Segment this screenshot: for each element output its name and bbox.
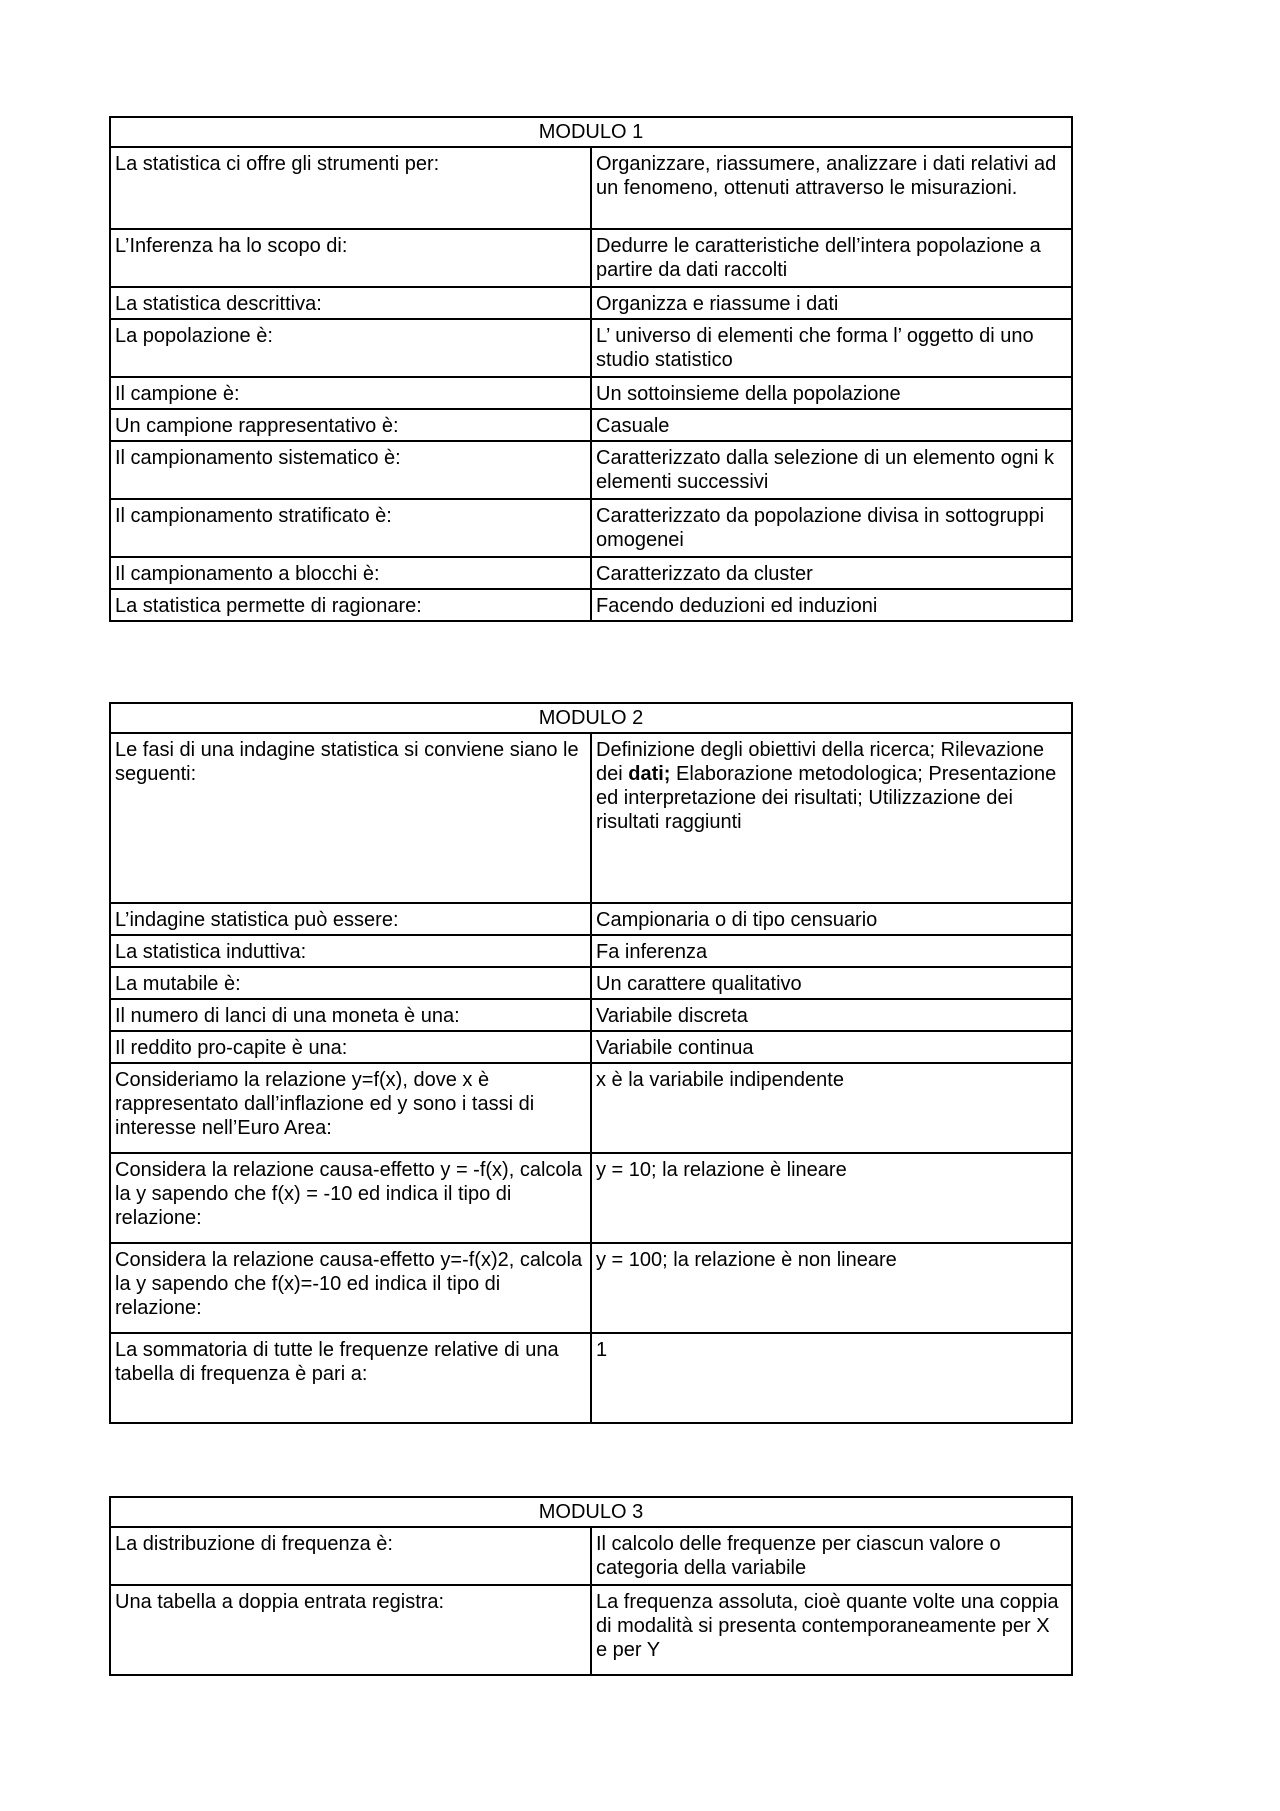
question-cell: Le fasi di una indagine statistica si conviene siano le seguenti: [110,733,591,903]
modulo-1-table [109,116,1073,622]
question-cell: L’indagine statistica può essere: [110,903,591,935]
answer-cell: Caratterizzato da popolazione divisa in sottogruppi omogenei [591,499,1072,557]
answer-cell: Variabile discreta [591,999,1072,1031]
table-row [110,1031,1072,1063]
table-row [110,319,1072,377]
answer-cell: La frequenza assoluta, cioè quante volte una coppia di modalità si presenta contemporaneamente per X e per Y [591,1585,1072,1675]
answer-cell: Un sottoinsieme della popolazione [591,377,1072,409]
answer-cell: y = 100; la relazione è non lineare [591,1243,1072,1333]
answer-bold-text: dati; [628,763,671,785]
answer-cell: Un carattere qualitativo [591,967,1072,999]
table-row [110,147,1072,229]
question-cell: L’Inferenza ha lo scopo di: [110,229,591,287]
answer-cell: Variabile continua [591,1031,1072,1063]
table-row [110,377,1072,409]
answer-cell: Caratterizzato da cluster [591,557,1072,589]
module-title: MODULO 1 [110,117,1072,147]
table-row [110,557,1072,589]
table-row [110,441,1072,499]
table-row [110,935,1072,967]
question-cell: La mutabile è: [110,967,591,999]
table-row [110,1153,1072,1243]
answer-cell [591,733,1072,903]
answer-cell: Fa inferenza [591,935,1072,967]
table-row [110,1243,1072,1333]
answer-cell: y = 10; la relazione è lineare [591,1153,1072,1243]
table-header-row [110,1497,1072,1527]
question-cell: Una tabella a doppia entrata registra: [110,1585,591,1675]
answer-cell: 1 [591,1333,1072,1423]
answer-cell: L’ universo di elementi che forma l’ oggetto di uno studio statistico [591,319,1072,377]
table-row [110,733,1072,903]
table-row [110,589,1072,621]
question-cell: Un campione rappresentativo è: [110,409,591,441]
table-row [110,1527,1072,1585]
question-cell: Considera la relazione causa-effetto y = -f(x), calcola la y sapendo che f(x) = -10 ed indica il tipo di relazione: [110,1153,591,1243]
table-row [110,1063,1072,1153]
question-cell: Il campione è: [110,377,591,409]
answer-cell: Organizzare, riassumere, analizzare i dati relativi ad un fenomeno, ottenuti attraverso le misurazioni. [591,147,1072,229]
module-title: MODULO 2 [110,703,1072,733]
table-row [110,499,1072,557]
table-row [110,229,1072,287]
question-cell: Il reddito pro-capite è una: [110,1031,591,1063]
question-cell: La statistica descrittiva: [110,287,591,319]
modulo-3-table [109,1496,1073,1676]
question-cell: Il numero di lanci di una moneta è una: [110,999,591,1031]
table-header-row [110,117,1072,147]
answer-cell: Dedurre le caratteristiche dell’intera popolazione a partire da dati raccolti [591,229,1072,287]
table-row [110,287,1072,319]
table-row [110,1585,1072,1675]
answer-cell: Facendo deduzioni ed induzioni [591,589,1072,621]
answer-cell: Campionaria o di tipo censuario [591,903,1072,935]
table-row [110,999,1072,1031]
question-cell: Consideriamo la relazione y=f(x), dove x è rappresentato dall’inflazione ed y sono i tassi di interesse nell’Euro Area: [110,1063,591,1153]
question-cell: La statistica permette di ragionare: [110,589,591,621]
table-row [110,967,1072,999]
answer-cell: Casuale [591,409,1072,441]
question-cell: La popolazione è: [110,319,591,377]
question-cell: La statistica induttiva: [110,935,591,967]
question-cell: Il campionamento sistematico è: [110,441,591,499]
question-cell: Considera la relazione causa-effetto y=-f(x)2, calcola la y sapendo che f(x)=-10 ed indica il tipo di relazione: [110,1243,591,1333]
table-header-row [110,703,1072,733]
question-cell: La sommatoria di tutte le frequenze relative di una tabella di frequenza è pari a: [110,1333,591,1423]
answer-cell: Il calcolo delle frequenze per ciascun valore o categoria della variabile [591,1527,1072,1585]
question-cell: La distribuzione di frequenza è: [110,1527,591,1585]
question-cell: Il campionamento a blocchi è: [110,557,591,589]
answer-cell: Organizza e riassume i dati [591,287,1072,319]
answer-cell: x è la variabile indipendente [591,1063,1072,1153]
modulo-2-table [109,702,1073,1424]
question-cell: La statistica ci offre gli strumenti per: [110,147,591,229]
table-row [110,1333,1072,1423]
question-cell: Il campionamento stratificato è: [110,499,591,557]
module-title: MODULO 3 [110,1497,1072,1527]
table-row [110,409,1072,441]
answer-text: Elaborazione metodologica; Presentazione ed interpretazione dei risultati; Utilizzazione dei risultati raggiunti [596,763,1057,833]
table-row [110,903,1072,935]
answer-text: Definizione degli obiettivi della ricerca; Rilevazione dei [596,739,1045,785]
answer-cell: Caratterizzato dalla selezione di un elemento ogni k elementi successivi [591,441,1072,499]
